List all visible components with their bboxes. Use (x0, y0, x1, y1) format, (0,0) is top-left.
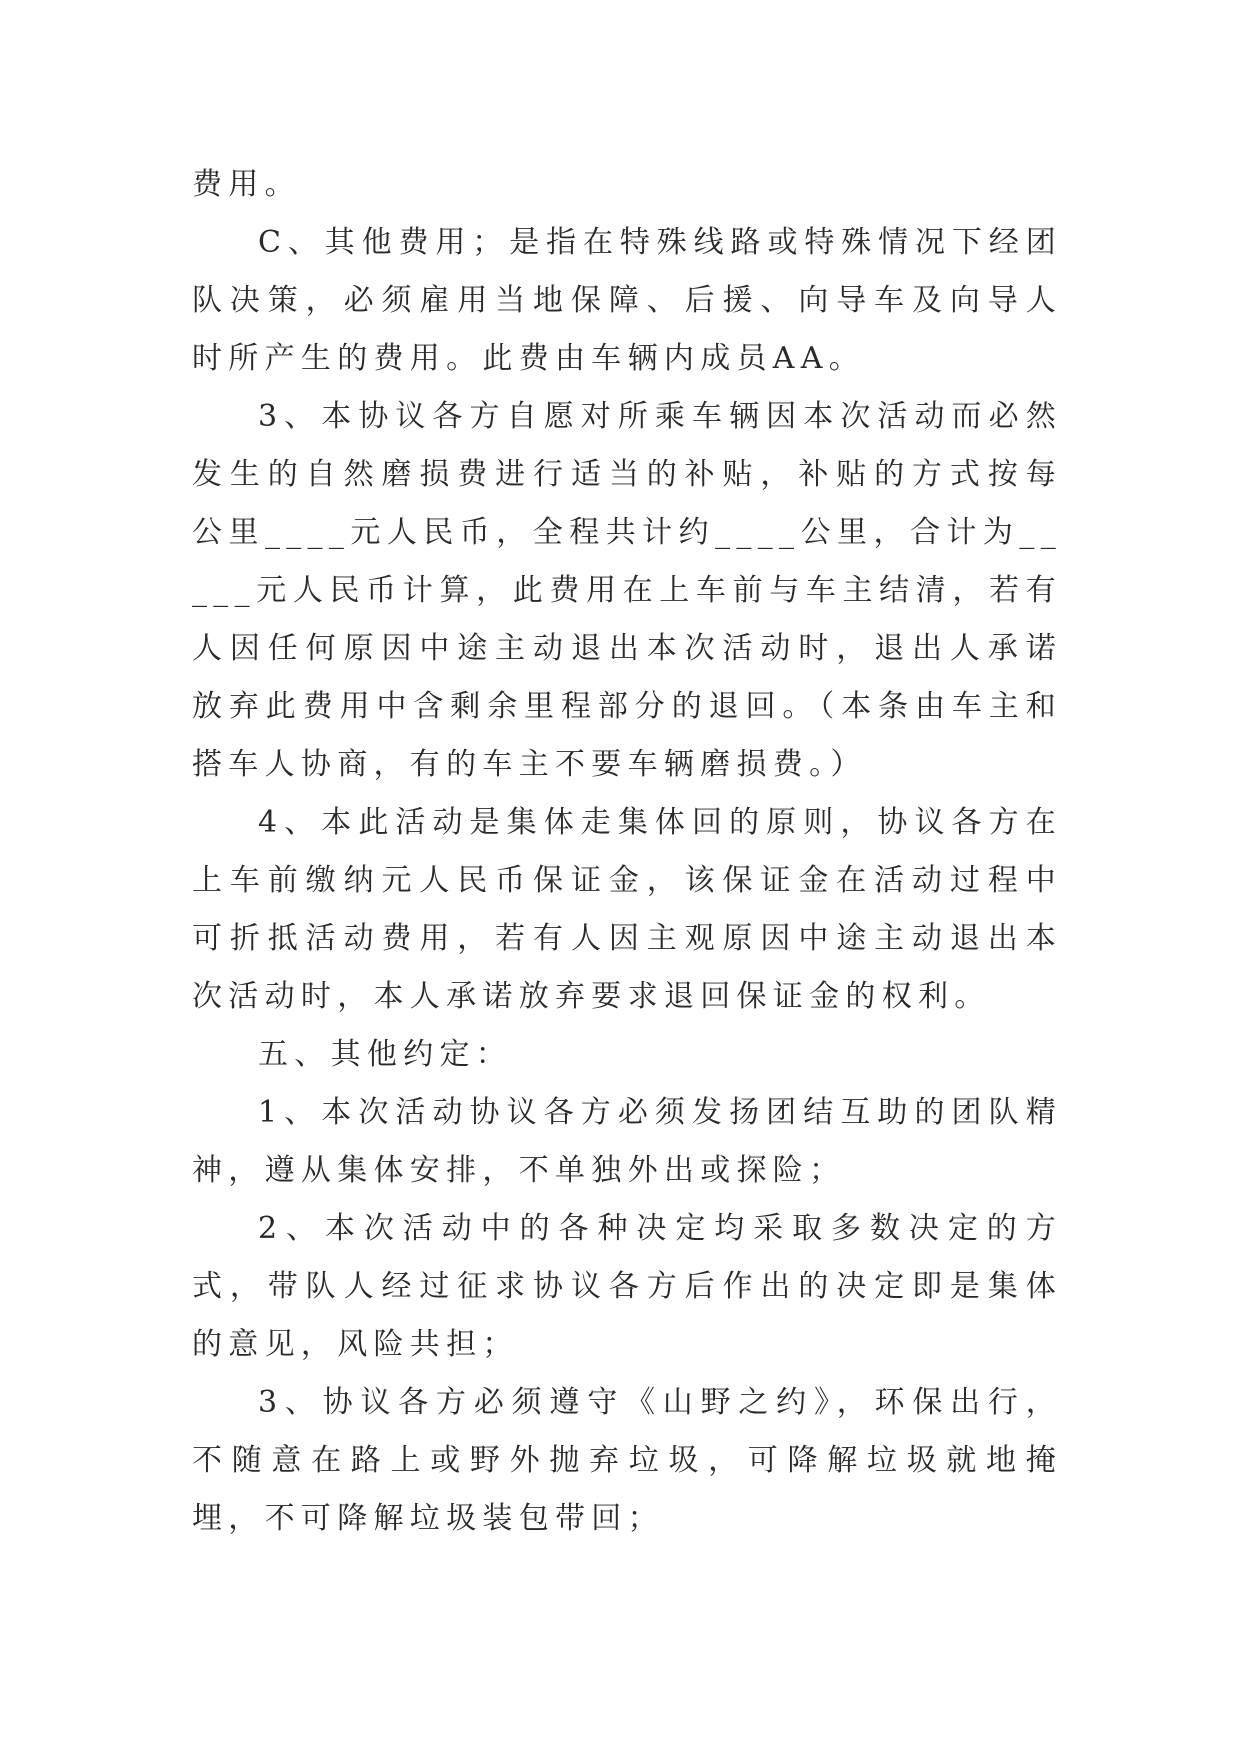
section-heading-other-agreements: 五、其他约定： (258, 1037, 513, 1072)
paragraph-other-fees: C、其他费用；是指在特殊线路或特殊情况下经团队决策，必须雇用当地保障、后援、向导车及向导人时所产生的费用。此费由车辆内成员AA。 (192, 225, 1062, 376)
paragraph-fee-continuation: 费用。 (192, 167, 301, 202)
paragraph-majority-decision: 2、本次活动中的各种决定均采取多数决定的方式，带队人经过征求协议各方后作出的决定即是集体的意见，风险共担； (192, 1211, 1062, 1362)
paragraph-vehicle-wear-subsidy: 3、本协议各方自愿对所乘车辆因本次活动而必然发生的自然磨损费进行适当的补贴，补贴的方式按每公里____元人民币，全程共计约____公里，合计为_____元人民币计算，此费用在上车前与车主结清，若有人因任何原因中途主动退出本次活动时，退出人承诺放弃此费用中含剩余里程部分的退回。（本条由车主和搭车人协商，有的车主不要车辆磨损费。） (192, 399, 1062, 782)
document-body (192, 156, 1062, 1548)
paragraph-deposit: 4、本此活动是集体走集体回的原则，协议各方在上车前缴纳元人民币保证金，该保证金在活动过程中可折抵活动费用，若有人因主观原因中途主动退出本次活动时，本人承诺放弃要求退回保证金的权利。 (192, 805, 1062, 1014)
paragraph-team-spirit: 1、本次活动协议各方必须发扬团结互助的团队精神，遵从集体安排，不单独外出或探险； (192, 1095, 1062, 1188)
paragraph-environmental-protection: 3、协议各方必须遵守《山野之约》，环保出行，不随意在路上或野外抛弃垃圾，可降解垃圾就地掩埋，不可降解垃圾装包带回； (192, 1385, 1062, 1536)
